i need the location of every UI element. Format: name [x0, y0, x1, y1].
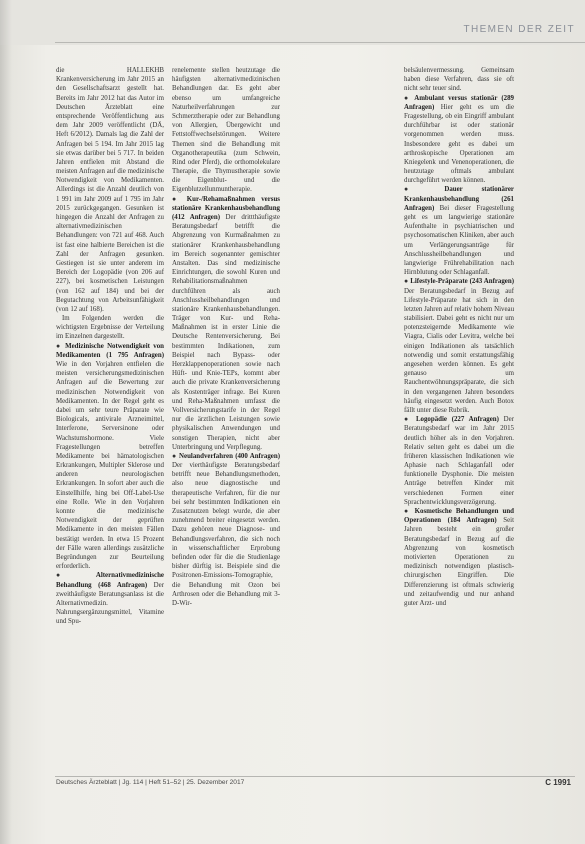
bullet-heading: Lifestyle-Präparate (243 Anfragen) — [410, 278, 514, 286]
bullet-icon: ● — [56, 572, 96, 580]
bullet-heading: Kur-/Rehamaßnahmen versus stationäre Krankenhausbehandlung (412 Anfragen) — [172, 195, 280, 221]
bullet-heading: Medizinische Notwendigkeit von Medikamenten (1 795 Anfragen) — [56, 342, 164, 359]
bullet-text: Der Beratungsbedarf war im Jahr 2015 deutlich höher als in den Vorjahren. Relativ selten geht es dabei um die früheren klassischen Indikationen wie Aphasie nach Schlaganfall oder funktionelle Dysphonie. Die meisten Anträge betreffen Kinder mit verschiedenen Formen einer Sprachentwicklungsverzögerung. — [404, 416, 514, 506]
bullet-paragraph — [56, 342, 164, 572]
text-column-3 — [404, 66, 514, 766]
bullet-paragraph — [404, 507, 514, 608]
bullet-text: Bei dieser Fragestellung geht es um langwierige stationäre Aufenthalte in psychiatrischen und psychosomatischen Kliniken, aber auch um Verlängerungsanträge für Anschlussheilbehandlungen und langwierige Frührehabilitation nach Hirnblutung oder Schlaganfall. — [404, 204, 514, 277]
body-paragraph: Im Folgenden werden die wichtigsten Ergebnisse der Verteilung im Einzelnen dargestellt. — [56, 315, 164, 341]
bullet-icon: ● — [404, 186, 445, 194]
section-title: THEMEN DER ZEIT — [463, 24, 575, 35]
page-header — [0, 0, 585, 45]
bullet-paragraph — [56, 571, 164, 626]
bullet-heading: Neulandverfahren (400 Anfragen) — [179, 452, 280, 460]
bullet-paragraph — [172, 452, 280, 608]
bullet-heading: Logopädie (227 Anfragen) — [415, 416, 499, 424]
journal-citation: Deutsches Ärzteblatt | Jg. 114 | Heft 51–52 | 25. Dezember 2017 — [56, 779, 245, 786]
bullet-heading: Dauer stationärer Krankenhausbehandlung (261 Anfragen) — [404, 186, 514, 212]
bullet-icon: ● — [404, 94, 415, 102]
text-column-1 — [56, 66, 164, 766]
bullet-paragraph — [404, 277, 514, 415]
bullet-icon: ● — [56, 342, 66, 350]
bullet-heading: Kosmetische Behandlungen und Operationen (184 Anfragen) — [404, 508, 514, 525]
bullet-icon: ● — [404, 508, 415, 515]
header-rule — [55, 42, 585, 43]
bullet-paragraph — [404, 185, 514, 277]
bullet-text: Der zweithäufigste Beratungsanlass ist die Alternativmedizin. Nahrungsergänzungsmittel, Vitamine und Spu- — [56, 581, 164, 626]
bullet-text: Seit Jahren besteht ein großer Beratungsbedarf in Bezug auf die Abgrenzung von kosmetisch motivierten Operationen zu medizinisch notwendigen plastisch-chirurgischen Eingriffen. Die Differenzierung ist oftmals schwierig und zeitaufwendig und nur anhand guter Arzt- und — [404, 517, 514, 607]
bullet-text: Der vierthäufigste Beratungsbedarf betrifft neue Behandlungsmethoden, also neue diagnostische und therapeutische Verfahren, für die nur bei sehr bestimmten Indikationen ein Zusatznutzen belegt wurde, die aber zunehmend breiter eingesetzt werden. Dazu gehören neue Diagnose- und Behandlungsverfahren, die sich noch in wissenschaftlicher Erprobung befinden oder für die die Studienlage bisher dürftig ist. Beispiele sind die Positronen-Emissions-Tomographie, die Behandlung mit Ozon bei Arthrosen oder die Behandlung mit 3-D-Wir- — [172, 462, 280, 607]
bullet-icon: ● — [172, 452, 180, 460]
page-number: C 1991 — [545, 778, 571, 787]
body-paragraph: die HALLEKHB Krankenversicherung im Jahr 2015 an den Gesellschaftsarzt gestellt hat. Bereits im Jahr 2012 hat das Autor im Deutschen Ärzteblatt eine entsprechende Veröffentlichung aus dem Jahr 2009 veröffentlicht (DÄ, Heft 6/2012). Damals lag die Zahl der Anfragen bei 5 194. Im Jahr 2015 lag sie etwas darüber bei 5 717. In beiden Jahren entfielen mit Abstand die meisten Anfragen auf die medizinische Notwendigkeit von Medikamenten. Allerdings ist die Anzahl deutlich von 1 991 im Jahr 2009 auf 1 795 im Jahr 2015 zurückgegangen. Gesunken ist hingegen die Anzahl der Anfragen zu alternativmedizinischen Behandlungen: von 721 auf 468. Auch ist fast eine halbierte Bereichen ist die Zahl der Anfragen gesunken. Gestiegen ist sie unter anderem im Bereich der Logopädie (von 206 auf 227), bei kosmetischen Leistungen (von 162 auf 184) und bei der Begutachtung von Arbeitsunfähigkeit (von 12 auf 168). — [56, 67, 164, 313]
bullet-icon: ● — [404, 278, 411, 286]
text-column-2 — [172, 66, 280, 766]
bullet-paragraph — [404, 415, 514, 507]
bullet-text: Der Beratungsbedarf in Bezug auf Lifestyle-Präparate hat sich in den letzten Jahren auf relativ hohem Niveau stabilisiert. Dabei geht es nicht nur um potenzsteigernde Medikamente wie Viagra, Cialis oder Levitra, welche bei einigen Indikationen als tatsächlich notwendig und somit erstattungsfähig angesehen werden können. Es geht genauso um Rauchentwöhnungspräparate, die sich in den vergangenen Jahren besonders häufig eingesetzt werden. Auch Botox fällt unter diese Rubrik. — [404, 287, 514, 414]
bullet-paragraph — [172, 195, 280, 452]
bullet-text: Wie in den Vorjahren entfielen die meisten versicherungsmedizinischen Anfragen auf die Bewertung zur medizinischen Notwendigkeit von Medikamenten. In der Regel geht es dabei um sehr teure Präparate wie Biologicals, antivirale Arzneimittel, Interferone, Serversinone oder Wachstumshormone. Viele Fragestellungen betreffen Medikamente bei hämatologischen Erkrankungen, Multipler Sklerose und anderen neurologischen Erkrankungen. In sofort aber auch die Einstellhilfe, hing bei Off-Label-Use eine Rolle. Wie in den Vorjahren konnte die medizinische Notwendigkeit der geprüften Medikamente in den meisten Fällen bestätigt werden. In etwa 15 Prozent der Fälle waren allerdings zusätzliche Begründungen zur Beurteilung erforderlich. — [56, 361, 164, 571]
footer-rule — [55, 776, 575, 777]
body-paragraph: belsäulenvermessung. Gemeinsam haben diese Verfahren, dass sie oft nicht sehr teuer sind. — [404, 67, 514, 93]
bullet-icon: ● — [172, 195, 187, 203]
bullet-paragraph — [404, 94, 514, 186]
bullet-icon: ● — [404, 416, 416, 424]
bullet-heading: Ambulant versus stationär (289 Anfragen) — [404, 94, 514, 111]
bullet-text: Der drittthäufigste Beratungsbedarf betrifft die Abgrenzung von Kurmaßnahmen zu stationärer Krankenhausbehandlung im Bereich sogenannter gemischter Anstalten. Das sind medizinische Einrichtungen, die sowohl Kuren und Rehabilitationsmaßnahmen durchführen als auch Anschlussheilbehandlungen und stationäre Krankenhausbehandlungen. Träger von Kur- und Reha-Maßnahmen ist in erster Linie die Deutsche Rentenversicherung. Bei bestimmten Indikationen, zum Beispiel nach Bypass- oder Herzklappenoperationen sowie nach Hüft- und Knie-TEPs, kommt aber auch die private Krankenversicherung als Kostenträger infrage. Bei Kuren und Reha-Maßnahmen umfasst die Vollversicherungstarife in der Regel nur die ärztlichen Leistungen sowie physikalischen Anwendungen und sonstigen Therapien, nicht aber Unterbringung und Verpflegung. — [172, 214, 280, 451]
page-fold-shadow — [0, 0, 12, 844]
bullet-text: Hier geht es um die Fragestellung, ob ein Eingriff ambulant durchführbar ist oder stationär vorgenommen werden muss. Insbesondere geht es dabei um arthroskopische Operationen am Kniegelenk und Venenoperationen, die heutzutage oftmals ambulant durchgeführt werden können. — [404, 103, 514, 185]
body-paragraph: renelemente stellen heutzutage die häufigsten alternativmedizinischen Behandlungen dar. Es geht aber ebenso um umfangreiche Naturheilverfahrungen zur Schmerztherapie oder zur Behandlung von Allergien, Übergewicht und Fettstoffwechselstörungen. Weitere Themen sind die Behandlung mit Organotherapeutika (zum Schwein, Rind oder Pferd), die orthomolekulare Therapie, die Thymustherapie sowie die Eigenblut- und die Eigenblutzellunmuntherapie. — [172, 67, 280, 194]
bullet-heading: Alternativmedizinische Behandlung (468 Anfragen) — [56, 572, 164, 589]
